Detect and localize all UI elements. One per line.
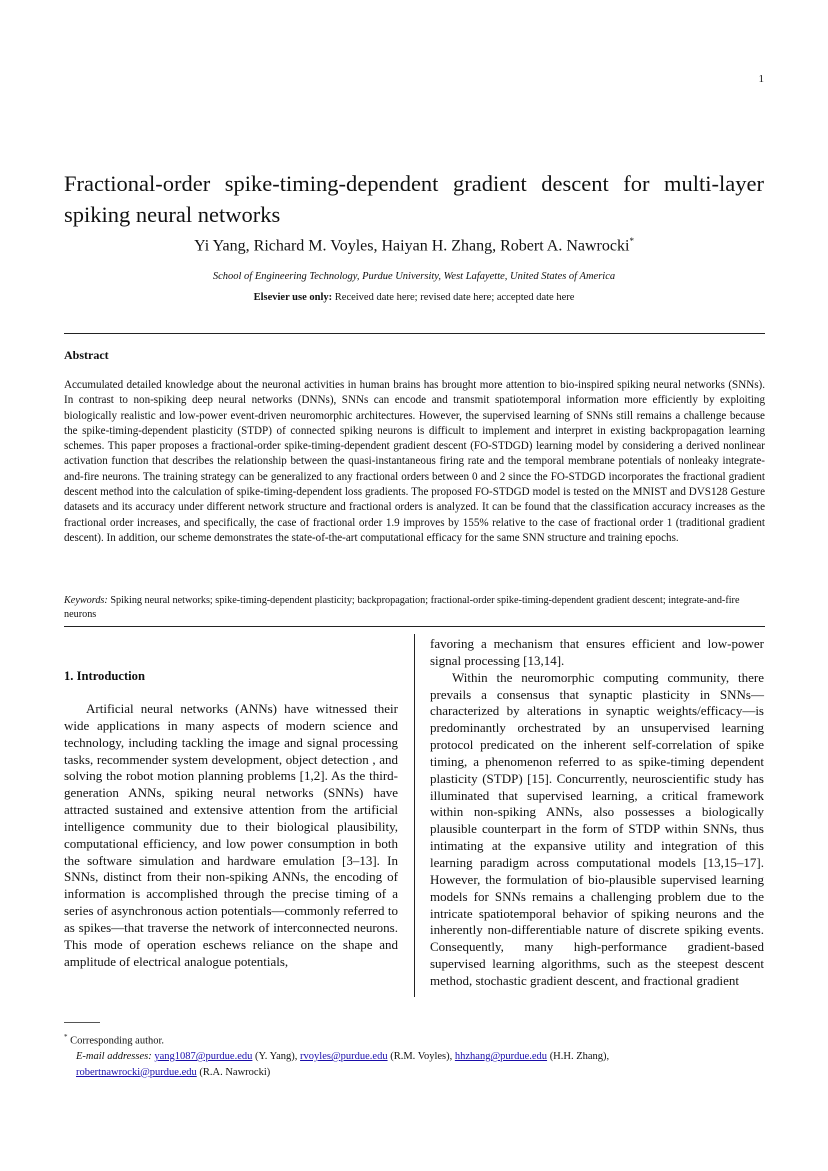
email-link-zhang[interactable]: hhzhang@purdue.edu xyxy=(454,1051,548,1062)
section-heading: 1. Introduction xyxy=(64,669,145,683)
elsevier-text: Received date here; revised date here; accepted date here xyxy=(332,292,575,303)
footnote-emails xyxy=(64,1049,765,1080)
email-label: E-mail addresses: xyxy=(76,1051,152,1062)
intro-paragraph-1: Artificial neural networks (ANNs) have witnessed their wide applications in many aspects of modern science and technology, including tackling the image and signal processing tasks, recommender system development, object detection , and solving the robot motion planning problems [1,2]. As the third-generation ANNs, spiking neural networks (SNNs) have attracted sustained and extensive attention from the artificial intelligence community due to their biological plausibility, computational efficiency, and low power consumption in both the software simulation and hardware emulation [3–13]. In SNNs, distinct from their non-spiking ANNs, the encoding of information is accomplished through the precise timing of a series of asynchronous action potentials—commonly referred to as spikes—that traverse the network of interconnected neurons. This mode of operation eschews reliance on the shape and amplitude of electrical analogue potentials, xyxy=(64,701,398,969)
footnote-corresponding-text: Corresponding author. xyxy=(67,1035,165,1047)
authors-text: Yi Yang, Richard M. Voyles, Haiyan H. Zhang, Robert A. Nawrocki xyxy=(194,237,630,255)
column-divider xyxy=(414,634,415,997)
email-name-yang: (Y. Yang), xyxy=(252,1051,301,1062)
email-name-zhang: (H.H. Zhang), xyxy=(547,1051,610,1062)
keywords xyxy=(64,594,765,622)
email-link-nawrocki[interactable]: robertnawrocki@purdue.edu xyxy=(76,1066,197,1078)
intro-paragraph-2: Within the neuromorphic computing community, there prevails a consensus that synaptic plasticity in SNNs—characterized by alterations in synaptic weights/efficacy—is predominantly orchestrated by an unsupervised learning protocol predicated on the inherent self-correlation of spike timing, a phenomenon referred to as spike-timing dependent plasticity (STDP) [15]. Concurrently, neuroscientific study has illuminated that supervised learning, a critical framework within non-spiking ANNs, also possesses a biologically plausible counterpart in the form of STDP within SNNs, thus intimating at the expansive utility and integration of this learning paradigm across computational models [13,15–17]. However, the formulation of bio-plausible supervised learning models for SNNs remains a challenging problem due to the intricate spatiotemporal behavior of spiking neurons and the inherently non-differentiable nature of discrete spiking events. Consequently, many high-performance gradient-based supervised learning algorithms, such as the steepest descent method, stochastic gradient descent, and fractional gradient xyxy=(430,669,764,988)
email-link-yang[interactable]: yang1087@purdue.edu xyxy=(154,1051,253,1062)
divider-top xyxy=(64,333,765,334)
affiliation: School of Engineering Technology, Purdue University, West Lafayette, United States of America xyxy=(212,271,616,282)
paper-title: Fractional-order spike-timing-dependent gradient descent for multi-layer spiking neural networks xyxy=(64,171,764,227)
elsevier-label: Elsevier use only: xyxy=(253,292,333,303)
keywords-label: Keywords: xyxy=(64,595,108,606)
elsevier-dates xyxy=(64,292,764,303)
email-name-voyles: (R.M. Voyles), xyxy=(387,1051,455,1062)
abstract-heading: Abstract xyxy=(64,348,109,362)
corresponding-mark: * xyxy=(629,236,634,246)
keywords-text: Spiking neural networks; spike-timing-dependent plasticity; backpropagation; fractional-order spike-timing-dependent gradient descent; integrate-and-fire neurons xyxy=(64,595,740,620)
abstract-body: Accumulated detailed knowledge about the neuronal activities in human brains has brought more attention to bio-inspired spiking neural networks (SNNs). In contrast to non-spiking deep neural networks (DNNs), SNNs can encode and transmit spatiotemporal information more efficiently by exploiting biologically realistic and low-power event-driven neuromorphic architectures. However, the supervised learning of SNNs still remains a challenge because the spike-timing-dependent plasticity (STDP) of connected spiking neurons is difficult to implement and interpret in existing backpropagation learning schemes. This paper proposes a fractional-order spike-timing-dependent gradient descent (FO-STDGD) learning model by considering a derived nonlinear activation function that describes the relationship between the quasi-instantaneous firing rate and the temporal membrane potentials of nonleaky integrate-and-fire neurons. The training strategy can be generalized to any fractional orders between 0 and 2 since the FO-STDGD incorporates the fractional gradient descent method into the calculation of spike-timing-dependent loss gradients. The proposed FO-STDGD model is tested on the MNIST and DVS128 Gesture datasets and its accuracy under different network structure and fractional orders is analyzed. It can be found that the classification accuracy increases as the fractional order increases, and specifically, the case of fractional order 1.9 improves by 155% relative to the case of fractional order 1 (traditional gradient descent). In addition, our scheme demonstrates the state-of-the-art computational efficacy for the same SNN structure and training epochs. xyxy=(64,379,765,544)
left-column xyxy=(64,701,398,971)
email-link-voyles[interactable]: rvoyles@purdue.edu xyxy=(300,1051,388,1062)
footnote-rule xyxy=(64,1022,100,1023)
footnote xyxy=(64,1030,765,1080)
divider-bottom xyxy=(64,626,765,627)
footnote-corresponding xyxy=(64,1030,765,1049)
right-column xyxy=(430,636,764,990)
author-list xyxy=(64,236,764,255)
email-name-nawrocki: (R.A. Nawrocki) xyxy=(196,1066,271,1078)
page-number: 1 xyxy=(758,73,764,85)
intro-paragraph-1-continued: favoring a mechanism that ensures efficient and low-power signal processing [13,14]. xyxy=(430,636,764,668)
footnote-mark: * xyxy=(64,1033,68,1041)
